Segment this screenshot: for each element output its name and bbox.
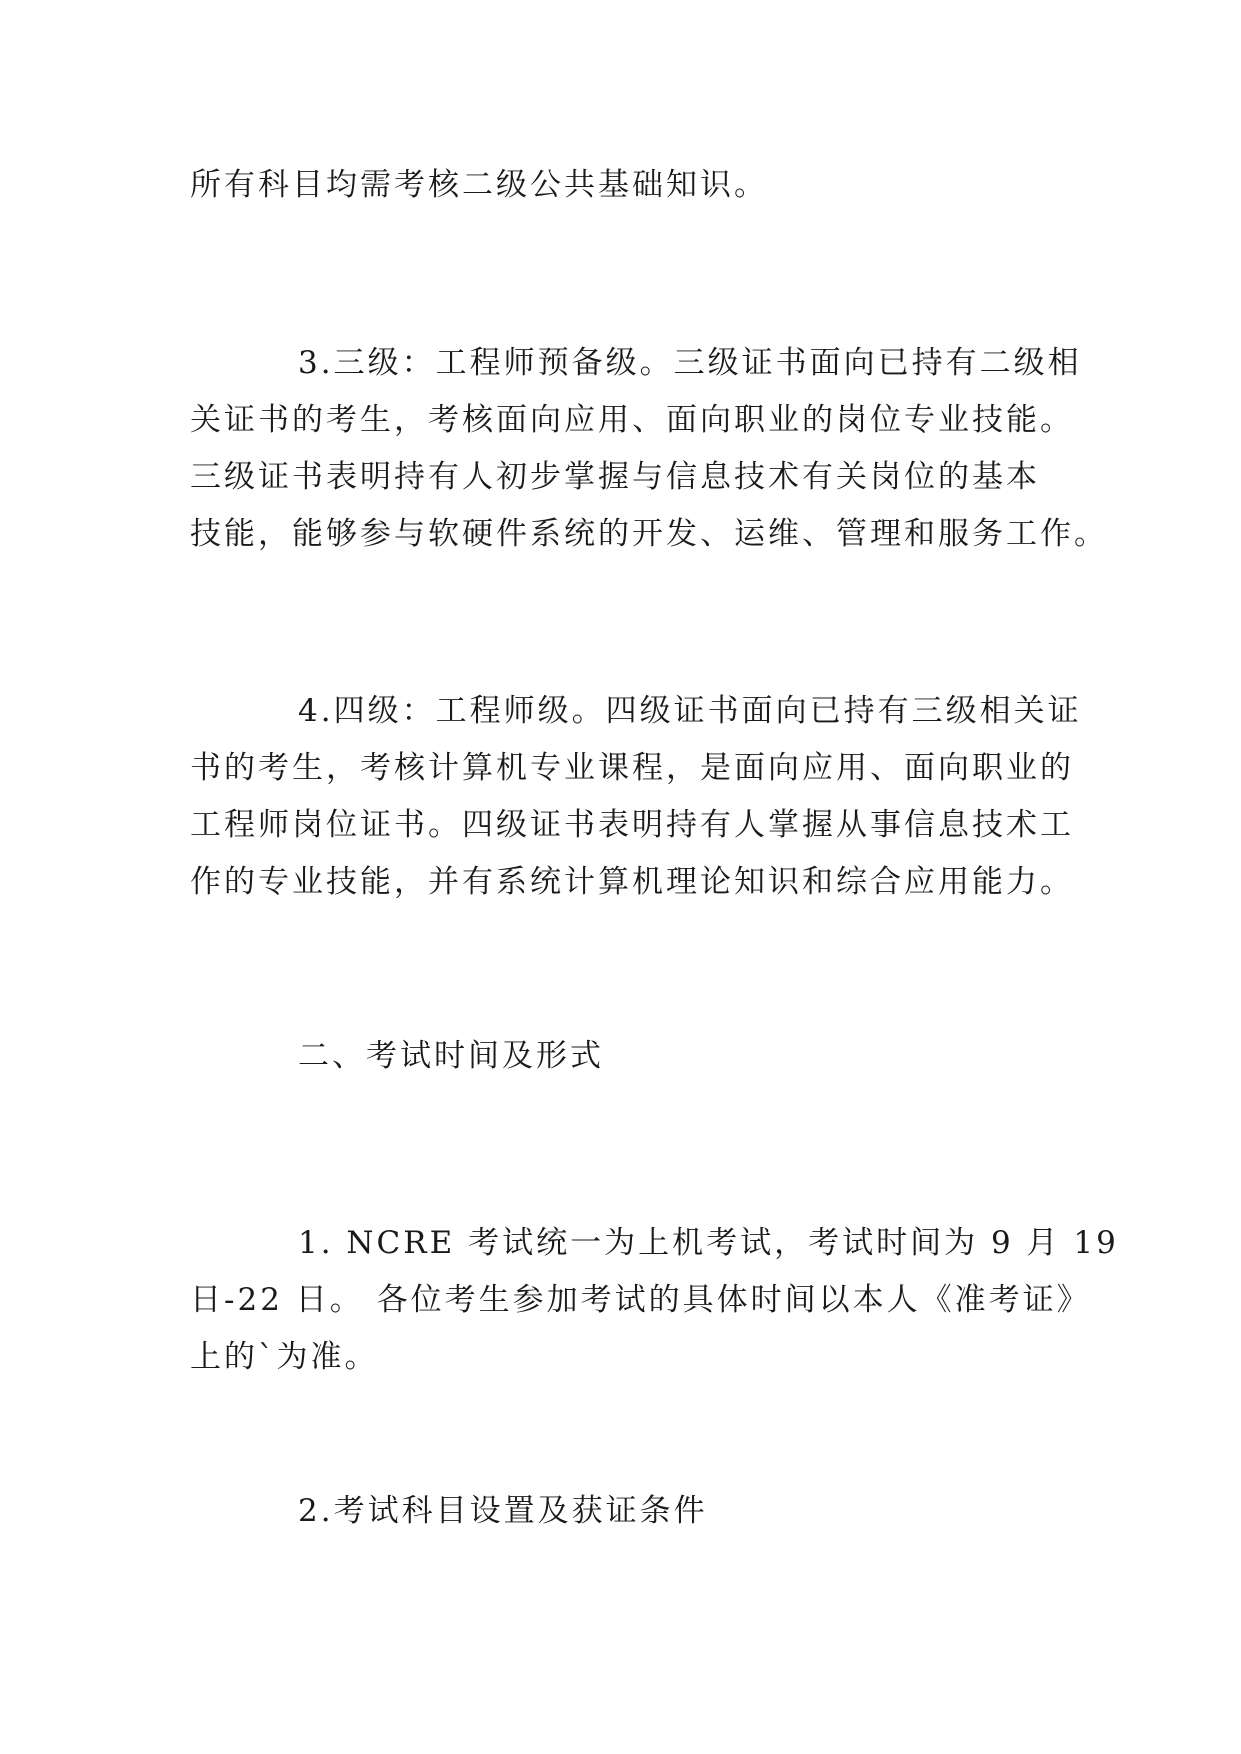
paragraph-level-four	[190, 683, 1082, 911]
text-line: 作的专业技能，并有系统计算机理论知识和综合应用能力。	[190, 864, 1074, 900]
text-line: 技能，能够参与软硬件系统的开发、运维、管理和服务工作。	[190, 516, 1108, 552]
text-line: 日-22 日。 各位考生参加考试的具体时间以本人《准考证》	[190, 1282, 1091, 1318]
paragraph-level-three	[190, 335, 1108, 563]
text-line: 上的`为准。	[190, 1339, 379, 1375]
text-line: 三级证书表明持有人初步掌握与信息技术有关岗位的基本	[190, 459, 1040, 495]
text-line: 所有科目均需考核二级公共基础知识。	[190, 167, 768, 203]
text-line: 1. NCRE 考试统一为上机考试，考试时间为 9 月 19	[298, 1225, 1119, 1261]
heading-line: 2.考试科目设置及获证条件	[298, 1493, 708, 1529]
paragraph-common-knowledge	[190, 157, 1060, 214]
paragraph-exam-schedule	[190, 1215, 1119, 1386]
text-line: 关证书的考生，考核面向应用、面向职业的岗位专业技能。	[190, 402, 1074, 438]
section-heading-exam-time	[190, 1028, 1060, 1085]
subheading-subjects-conditions	[190, 1483, 1060, 1540]
heading-line: 二、考试时间及形式	[298, 1038, 604, 1074]
text-line: 4.四级：工程师级。四级证书面向已持有三级相关证	[298, 693, 1082, 729]
text-line: 书的考生，考核计算机专业课程，是面向应用、面向职业的	[190, 750, 1074, 786]
text-line: 工程师岗位证书。四级证书表明持有人掌握从事信息技术工	[190, 807, 1074, 843]
text-line: 3.三级：工程师预备级。三级证书面向已持有二级相	[298, 345, 1082, 381]
